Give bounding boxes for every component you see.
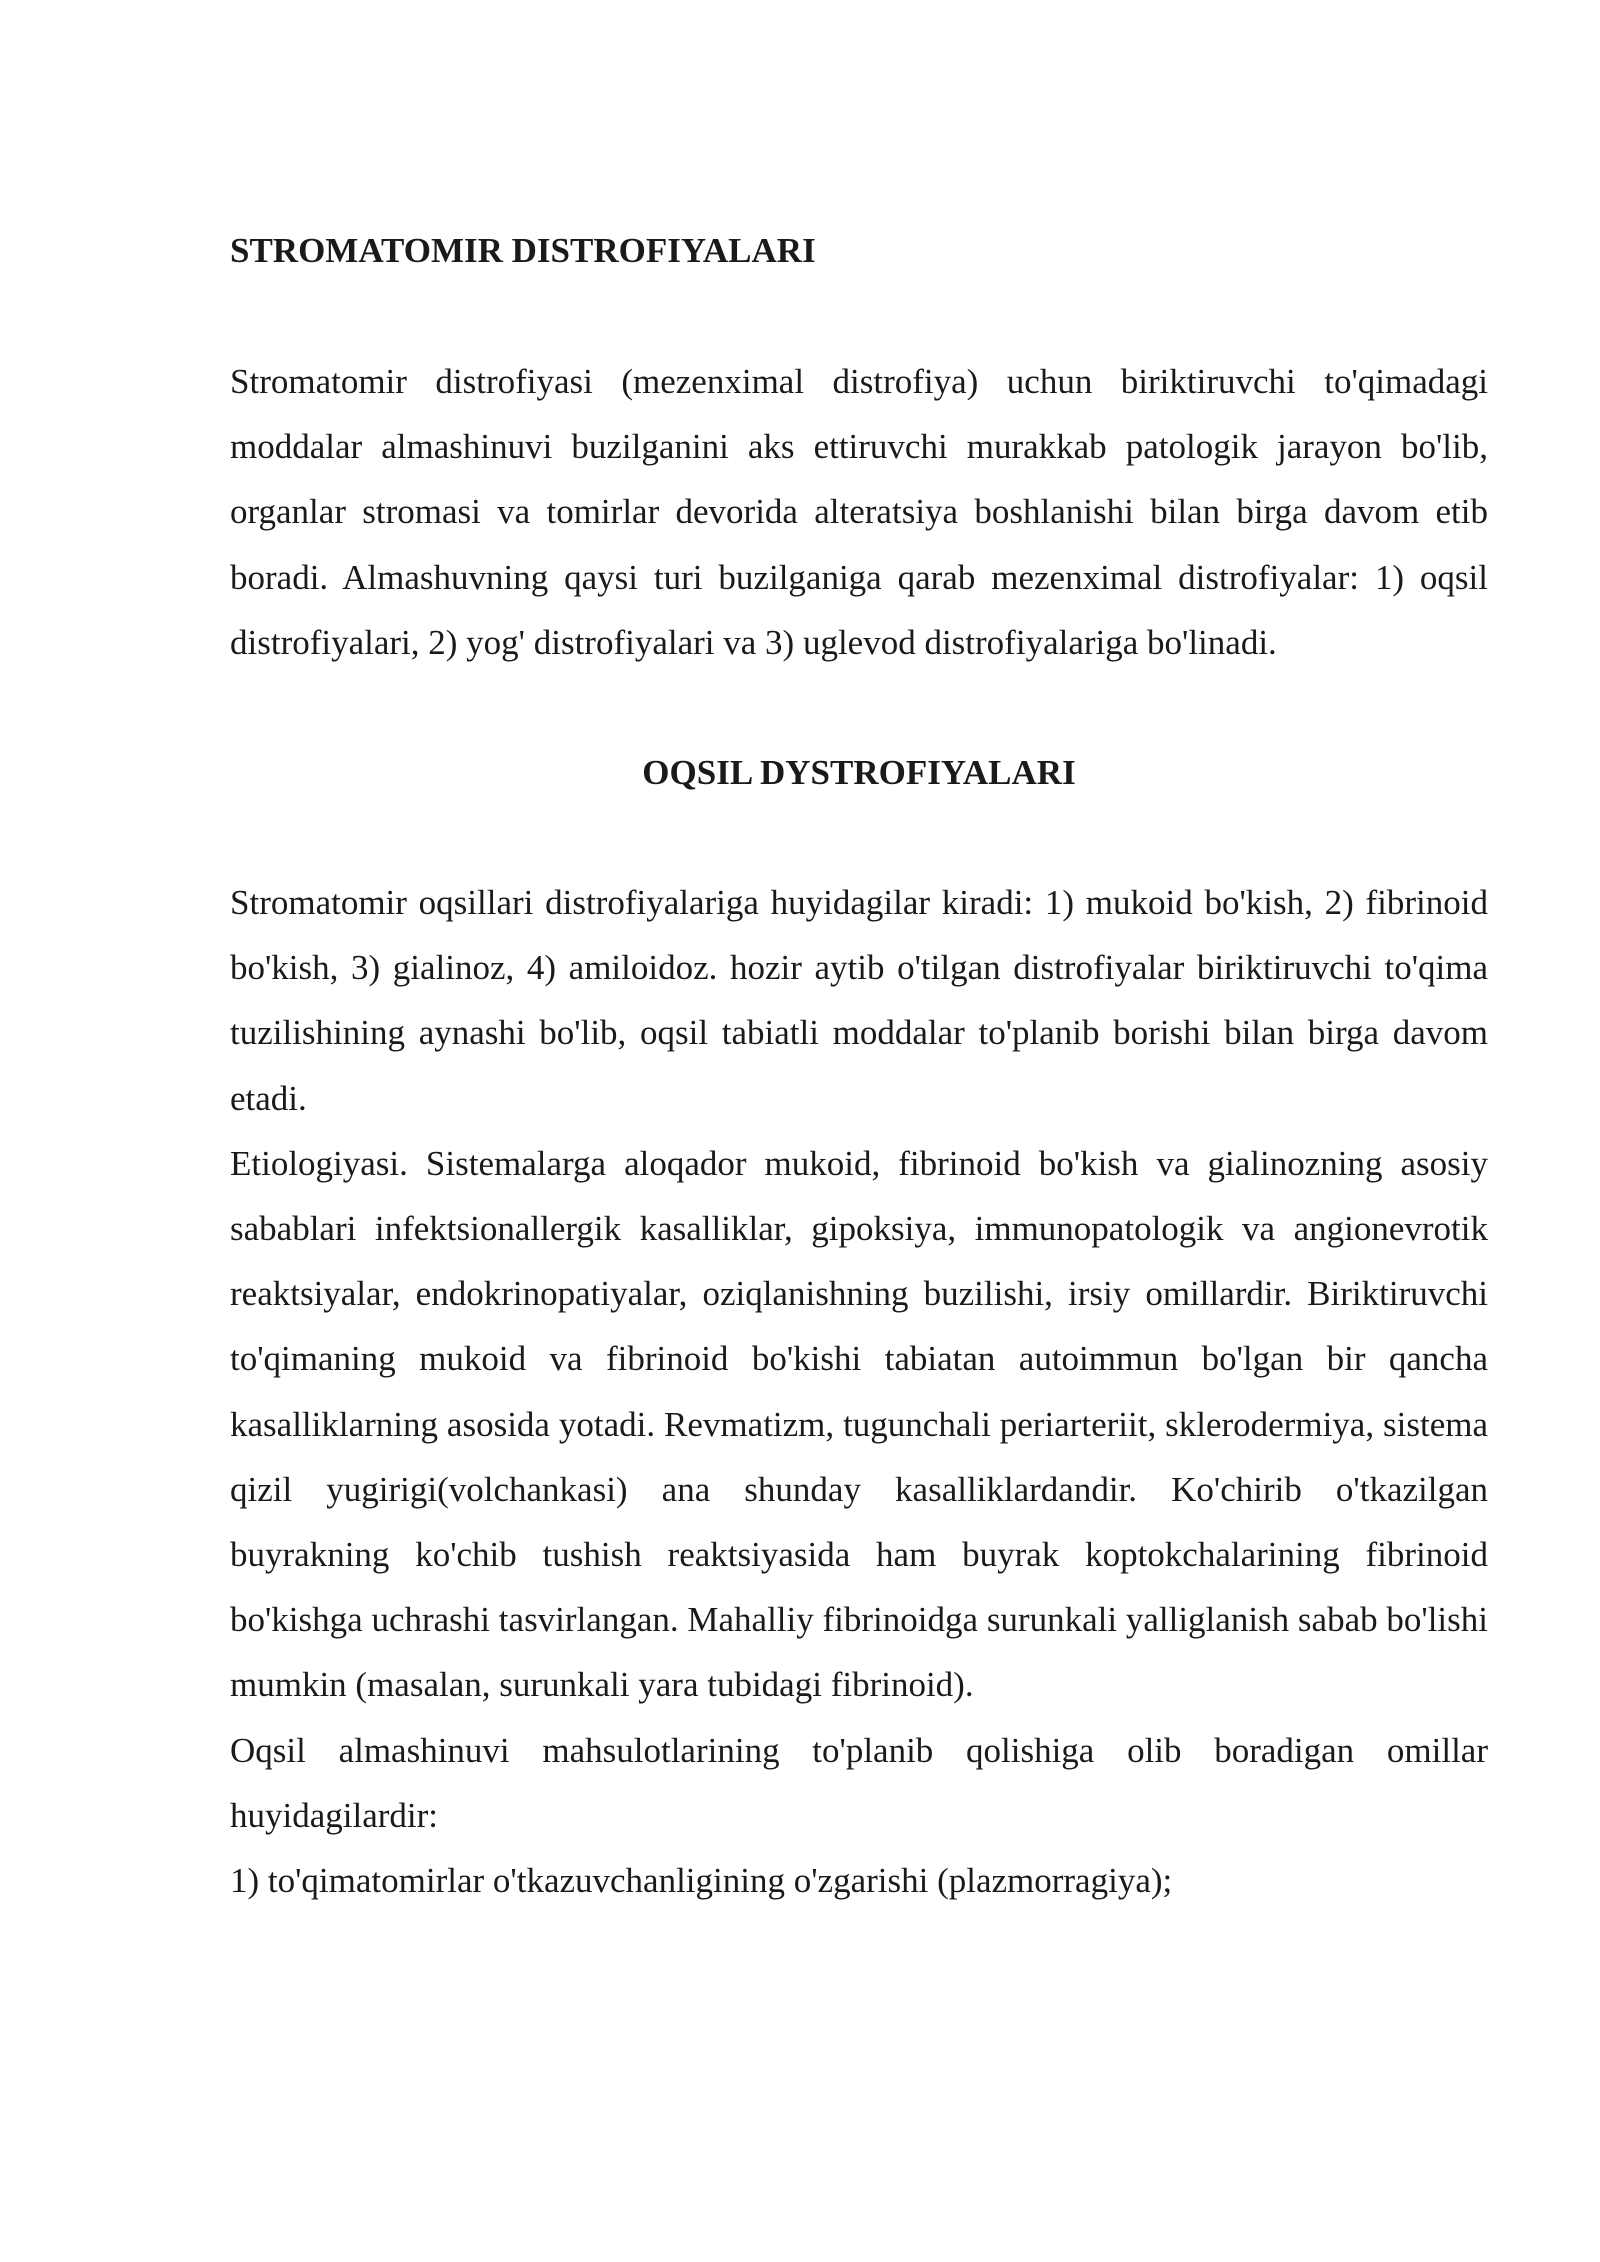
paragraph-factors: Oqsil almashinuvi mahsulotlarining to'planib qolishiga olib boradigan omillar huyidagilardir:	[230, 1730, 1488, 1835]
document-page	[230, 218, 1488, 1913]
list-item-factor-1: 1) to'qimatomirlar o'tkazuvchanligining o'zgarishi (plazmorragiya);	[230, 1861, 1173, 1901]
section-heading-oqsil: OQSIL DYSTROFIYALARI	[642, 753, 1076, 793]
paragraph-etiology: Etiologiyasi. Sistemalarga aloqador mukoid, fibrinoid bo'kish va gialinozning asosiy sabablari infektsionallergik kasalliklar, gipoksiya, immunopatologik va angionevrotik reaktsiyalar, endokrinopatiyalar, oziqlanishning buzilishi, irsiy omillardir. Biriktiruvchi to'qimaning mukoid va fibrinoid bo'kishi tabiatan autoimmun bo'lgan bir qancha kasalliklarning asosida yotadi. Revmatizm, tugunchali periarteriit, sklerodermiya, sistema qizil yugirigi(volchankasi) ana shunday kasalliklardandir. Ko'chirib o'tkazilgan buyrakning ko'chib tushish reaktsiyasida ham buyrak koptokchalarining fibrinoid bo'kishga uchrashi tasvirlangan. Mahalliy fibrinoidga surunkali yalliglanish sabab bo'lishi mumkin (masalan, surunkali yara tubidagi fibrinoid).	[230, 1143, 1488, 1705]
paragraph-intro: Stromatomir distrofiyasi (mezenximal distrofiya) uchun biriktiruvchi to'qimadagi moddalar almashinuvi buzilganini aks ettiruvchi murakkab patologik jarayon bo'lib, organlar stromasi va tomirlar devorida alteratsiya boshlanishi bilan birga davom etib boradi. Almashuvning qaysi turi buzilganiga qarab mezenximal distrofiyalar: 1) oqsil distrofiyalari, 2) yog' distrofiyalari va 3) uglevod distrofiyalariga bo'linadi.	[230, 362, 1488, 662]
spacer	[230, 805, 1488, 870]
paragraph-types: Stromatomir oqsillari distrofiyalariga huyidagilar kiradi: 1) mukoid bo'kish, 2) fibrinoid bo'kish, 3) gialinoz, 4) amiloidoz. hozir aytib o'tilgan distrofiyalar biriktiruvchi to'qima tuzilishining aynashi bo'lib, oqsil tabiatli moddalar to'planib borishi bilan birga davom etadi.	[230, 883, 1488, 1118]
section-heading-stromatomir: STROMATOMIR DISTROFIYALARI	[230, 231, 816, 270]
spacer	[230, 283, 1488, 349]
spacer	[230, 675, 1488, 740]
